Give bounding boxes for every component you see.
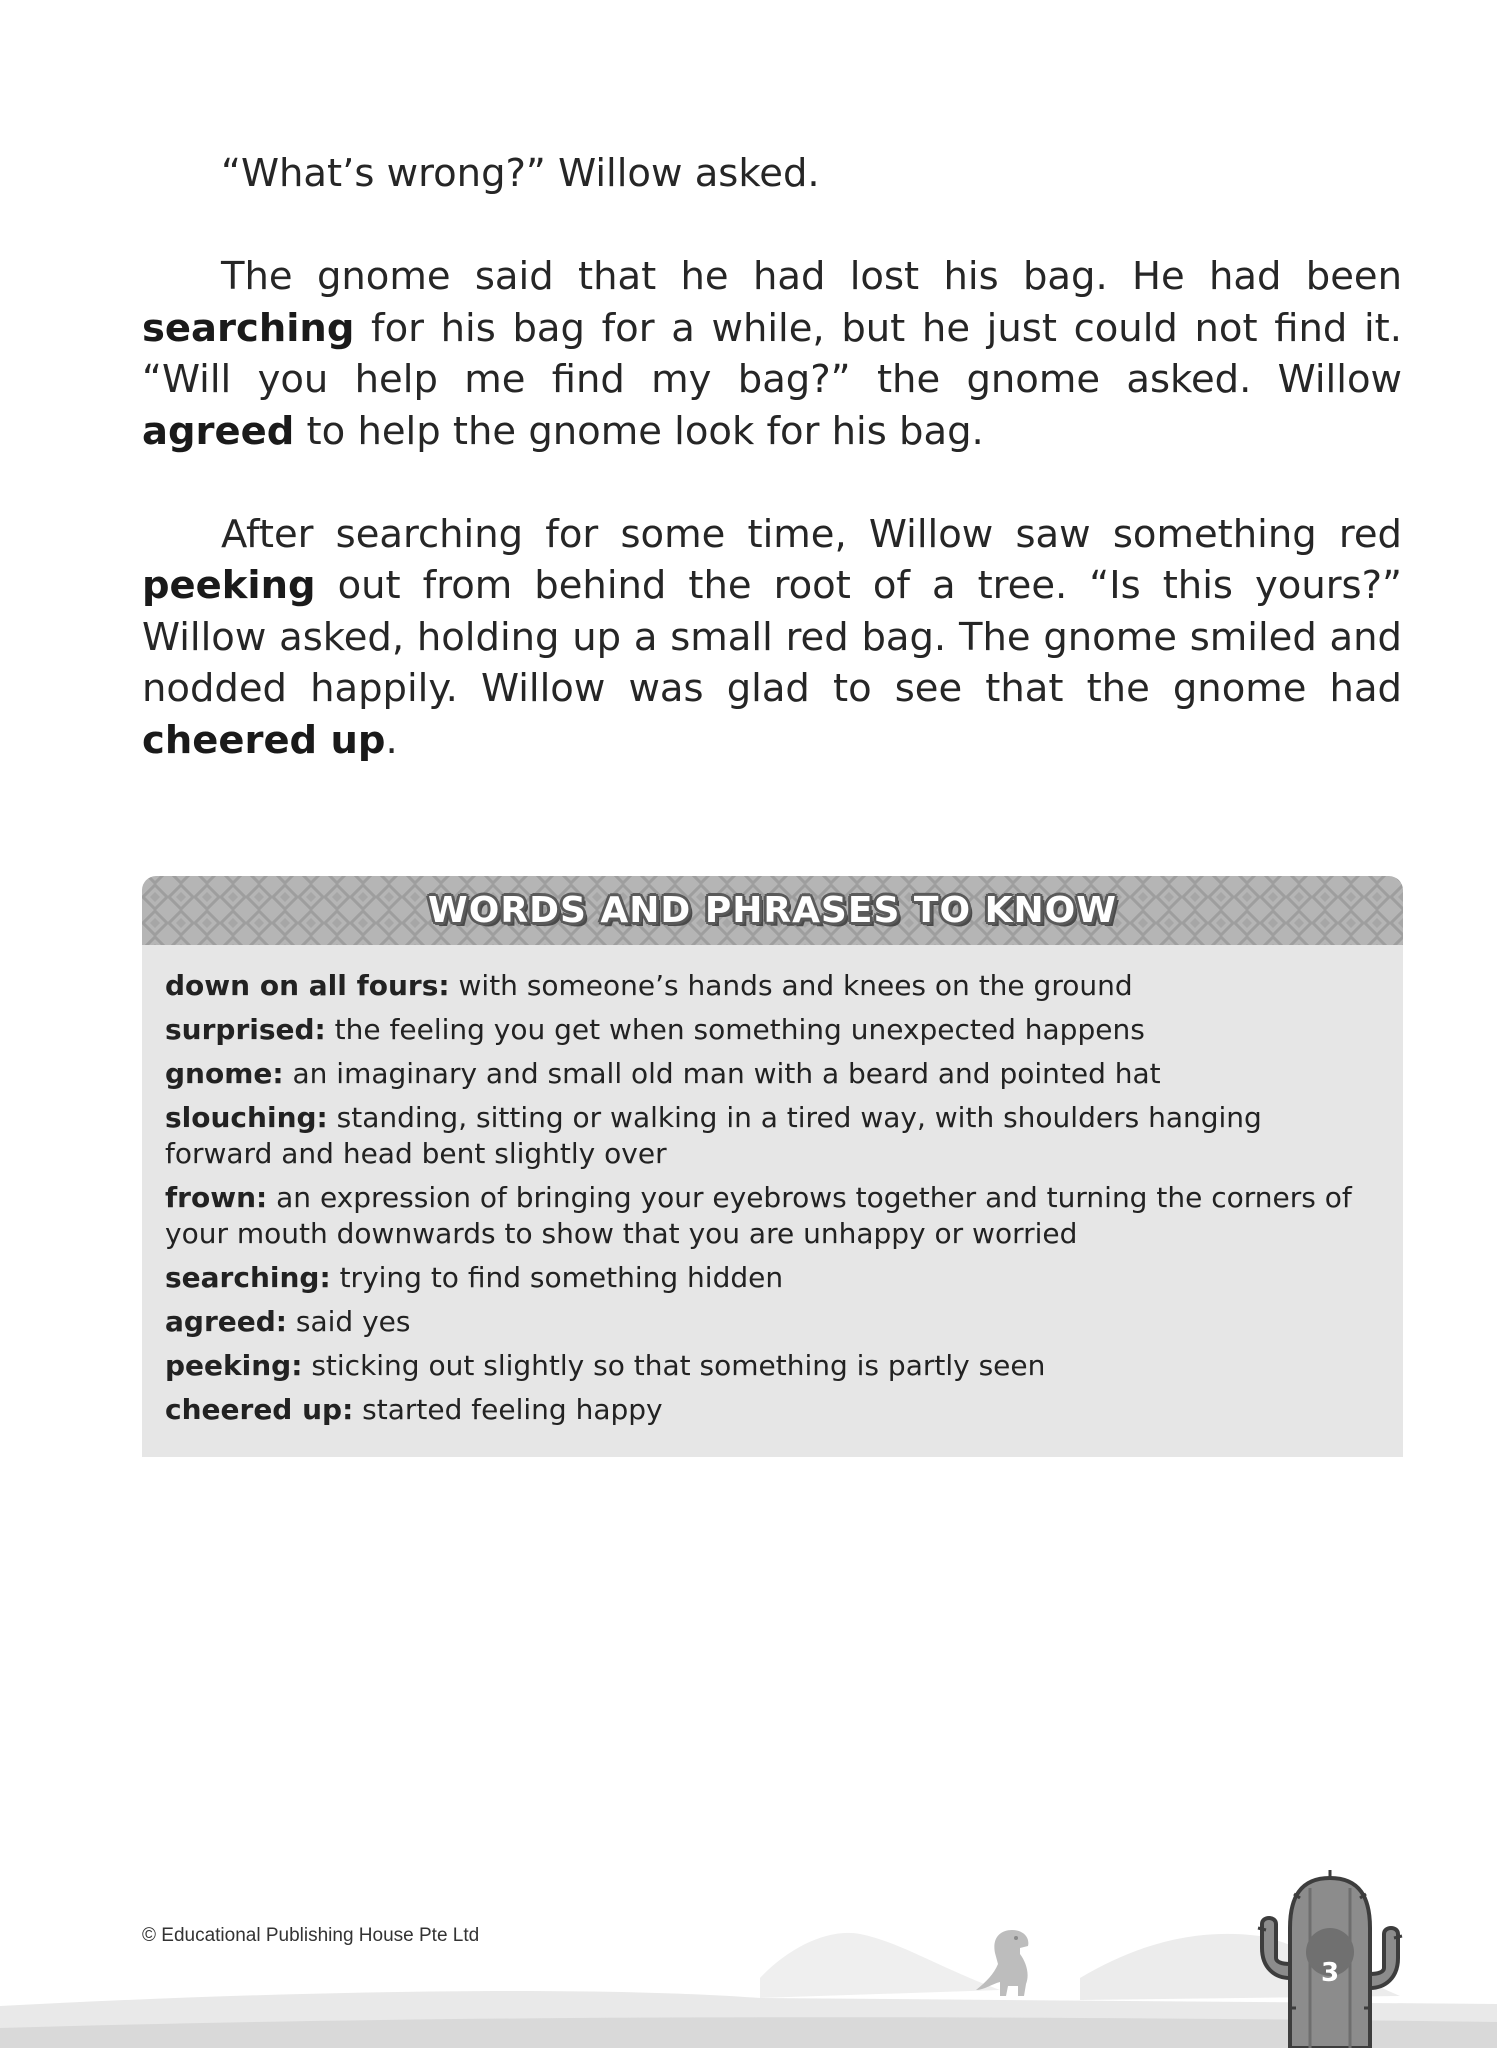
vocab-term: surprised: [165,1013,326,1046]
vocab-item [165,1348,1371,1384]
vocab-definition: standing, sitting or walking in a tired way, with shoulders hanging forward and head bent slightly over [165,1101,1262,1170]
vocab-item [165,1056,1371,1092]
vocab-term: frown: [165,1181,268,1214]
vocab-term: slouching: [165,1101,328,1134]
copyright-text: © Educational Publishing House Pte Ltd [142,1925,480,1946]
story-text [142,148,1402,818]
vocab-header [142,876,1403,945]
paragraph-text: to help the gnome look for his bag. [294,408,984,454]
vocab-term: searching: [165,1261,331,1294]
vocab-item [165,968,1371,1004]
vocab-definition: the feeling you get when something unexpected happens [325,1013,1145,1046]
vocab-item [165,1012,1371,1048]
vocab-term: agreed: [165,1305,287,1338]
vocab-item [165,1100,1371,1172]
vocab-definition: said yes [286,1305,411,1338]
vocab-definition: trying to find something hidden [330,1261,784,1294]
story-paragraph [142,509,1402,767]
vocab-highlight: cheered up [142,717,386,763]
paragraph-text: . [385,717,398,763]
vocab-item [165,1392,1371,1428]
vocab-term: gnome: [165,1057,284,1090]
vocab-definition: sticking out slightly so that something is partly seen [302,1349,1046,1382]
vocab-definition: an imaginary and small old man with a beard and pointed hat [283,1057,1161,1090]
paragraph-text: After searching for some time, Willow saw something red [221,511,1402,557]
story-paragraph [142,148,1402,200]
vocab-item [165,1180,1371,1252]
vocab-box [142,876,1403,1457]
vocab-definition: started feeling happy [353,1393,663,1426]
vocab-definition: with someone’s hands and knees on the ground [449,969,1133,1002]
vocab-term: peeking: [165,1349,303,1382]
vocab-highlight: searching [142,305,355,351]
dinosaur-icon [976,1930,1028,1996]
vocab-highlight: agreed [142,408,295,454]
paragraph-text: “What’s wrong?” Willow asked. [221,151,820,196]
vocab-title: WORDS AND PHRASES TO KNOW [428,890,1117,931]
paragraph-text: for his bag for a while, but he just could not find it. “Will you help me find my bag?” the gnome asked. Willow [142,305,1402,402]
paragraph-text: The gnome said that he had lost his bag. He had been [221,254,1402,299]
vocab-list [142,968,1403,1436]
vocab-term: cheered up: [165,1393,354,1426]
vocab-term: down on all fours: [165,969,450,1002]
desert-hills [0,1858,1497,2048]
vocab-definition: an expression of bringing your eyebrows together and turning the corners of your mouth downwards to show that you are unhappy or worried [165,1181,1352,1250]
paragraph-text: out from behind the root of a tree. “Is this yours?” Willow asked, holding up a small red bag. The gnome smiled and nodded happily. Willow was glad to see that the gnome had [142,563,1402,711]
page-number: 3 [1320,1958,1340,1988]
vocab-item [165,1304,1371,1340]
vocab-highlight: peeking [142,563,316,608]
story-paragraph [142,251,1402,457]
vocab-item [165,1260,1371,1296]
